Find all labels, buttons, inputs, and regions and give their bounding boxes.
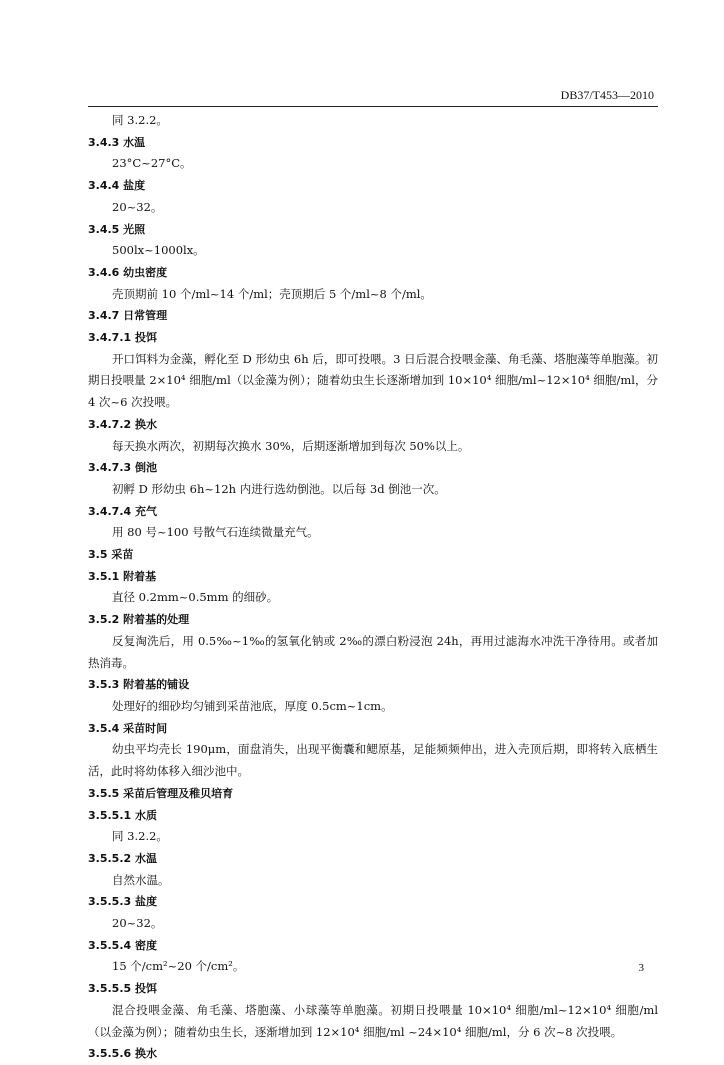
section-heading: 3.4.7.3 倒池	[88, 461, 157, 475]
section-heading: 3.4.5 光照	[88, 222, 146, 236]
paragraph: 15 个/cm²~20 个/cm²。	[112, 959, 245, 974]
section-heading: 3.5.5.1 水质	[88, 808, 157, 822]
section-heading: 3.4.7 日常管理	[88, 309, 168, 323]
paragraph: 反复淘洗后，用 0.5‰~1‰的氢氧化钠或 2‰的漂白粉浸泡 24h，再用过滤海水冲洗干净待用。或者加热消毒。	[88, 633, 658, 670]
section-heading: 3.4.6 幼虫密度	[88, 265, 168, 279]
paragraph: 开口饵料为金藻，孵化至 D 形幼虫 6h 后，即可投喂。3 日后混合投喂金藻、角毛藻、塔胞藻等单胞藻。初期日投喂量 2×10⁴ 细胞/ml（以金藻为例）；随着幼虫生长逐渐增加到 10×10⁴ 细胞/ml~12×10⁴ 细胞/ml，分 4 次~6 次投喂。	[88, 351, 658, 410]
section-heading: 3.5.5.4 密度	[88, 938, 157, 952]
section-heading: 3.5.5.2 水温	[88, 851, 157, 865]
paragraph: 幼虫平均壳长 190μm，面盘消失，出现平衡囊和鳃原基，足能频频伸出，进入壳顶后期，即将转入底栖生活，此时将幼体移入细沙池中。	[88, 742, 658, 779]
section-heading: 3.4.3 水温	[88, 135, 146, 149]
section-heading: 3.5.1 附着基	[88, 569, 157, 583]
paragraph: 每天换水两次，初期每次换水 30%，后期逐渐增加到每次 50%以上。	[112, 438, 470, 453]
paragraph: 23°C~27°C。	[112, 156, 192, 171]
paragraph: 处理好的细砂均匀铺到采苗池底，厚度 0.5cm~1cm。	[112, 698, 393, 713]
section-heading: 3.5.3 附着基的铺设	[88, 678, 190, 692]
section-heading: 3.4.7.2 换水	[88, 417, 157, 431]
document-code: DB37/T453—2010	[560, 88, 654, 102]
paragraph: 同 3.2.2。	[112, 829, 168, 844]
section-heading: 3.4.4 盐度	[88, 179, 146, 193]
section-heading: 3.5 采苗	[88, 548, 134, 562]
section-heading: 3.5.5.3 盐度	[88, 895, 157, 909]
page-body	[88, 110, 658, 1065]
paragraph: 直径 0.2mm~0.5mm 的细砂。	[112, 590, 279, 605]
section-heading: 3.4.7.4 充气	[88, 504, 157, 518]
section-heading: 3.5.5 采苗后管理及稚贝培育	[88, 786, 234, 800]
section-heading: 3.5.5.6 换水	[88, 1047, 157, 1061]
paragraph: 20~32。	[112, 916, 163, 931]
paragraph: 用 80 号~100 号散气石连续微量充气。	[112, 525, 319, 540]
section-heading: 3.5.2 附着基的处理	[88, 613, 190, 627]
paragraph: 壳顶期前 10 个/ml~14 个/ml；壳顶期后 5 个/ml~8 个/ml。	[112, 286, 432, 301]
paragraph: 自然水温。	[112, 872, 170, 887]
paragraph: 500lx~1000lx。	[112, 243, 205, 258]
page-number: 3	[638, 962, 644, 974]
section-heading: 3.4.7.1 投饵	[88, 331, 157, 345]
paragraph: 混合投喂金藻、角毛藻、塔胞藻、小球藻等单胞藻。初期日投喂量 10×10⁴ 细胞/ml~12×10⁴ 细胞/ml（以金藻为例）；随着幼虫生长，逐渐增加到 12×10⁴ 细胞/ml ~24×10⁴ 细胞/ml，分 6 次~8 次投喂。	[88, 1002, 658, 1039]
paragraph: 20~32。	[112, 199, 163, 214]
header-rule	[88, 106, 658, 107]
section-heading: 3.5.4 采苗时间	[88, 721, 168, 735]
section-heading: 3.5.5.5 投饵	[88, 982, 157, 996]
paragraph: 同 3.2.2。	[112, 113, 168, 127]
paragraph: 初孵 D 形幼虫 6h~12h 内进行选幼倒池。以后每 3d 倒池一次。	[112, 481, 446, 496]
